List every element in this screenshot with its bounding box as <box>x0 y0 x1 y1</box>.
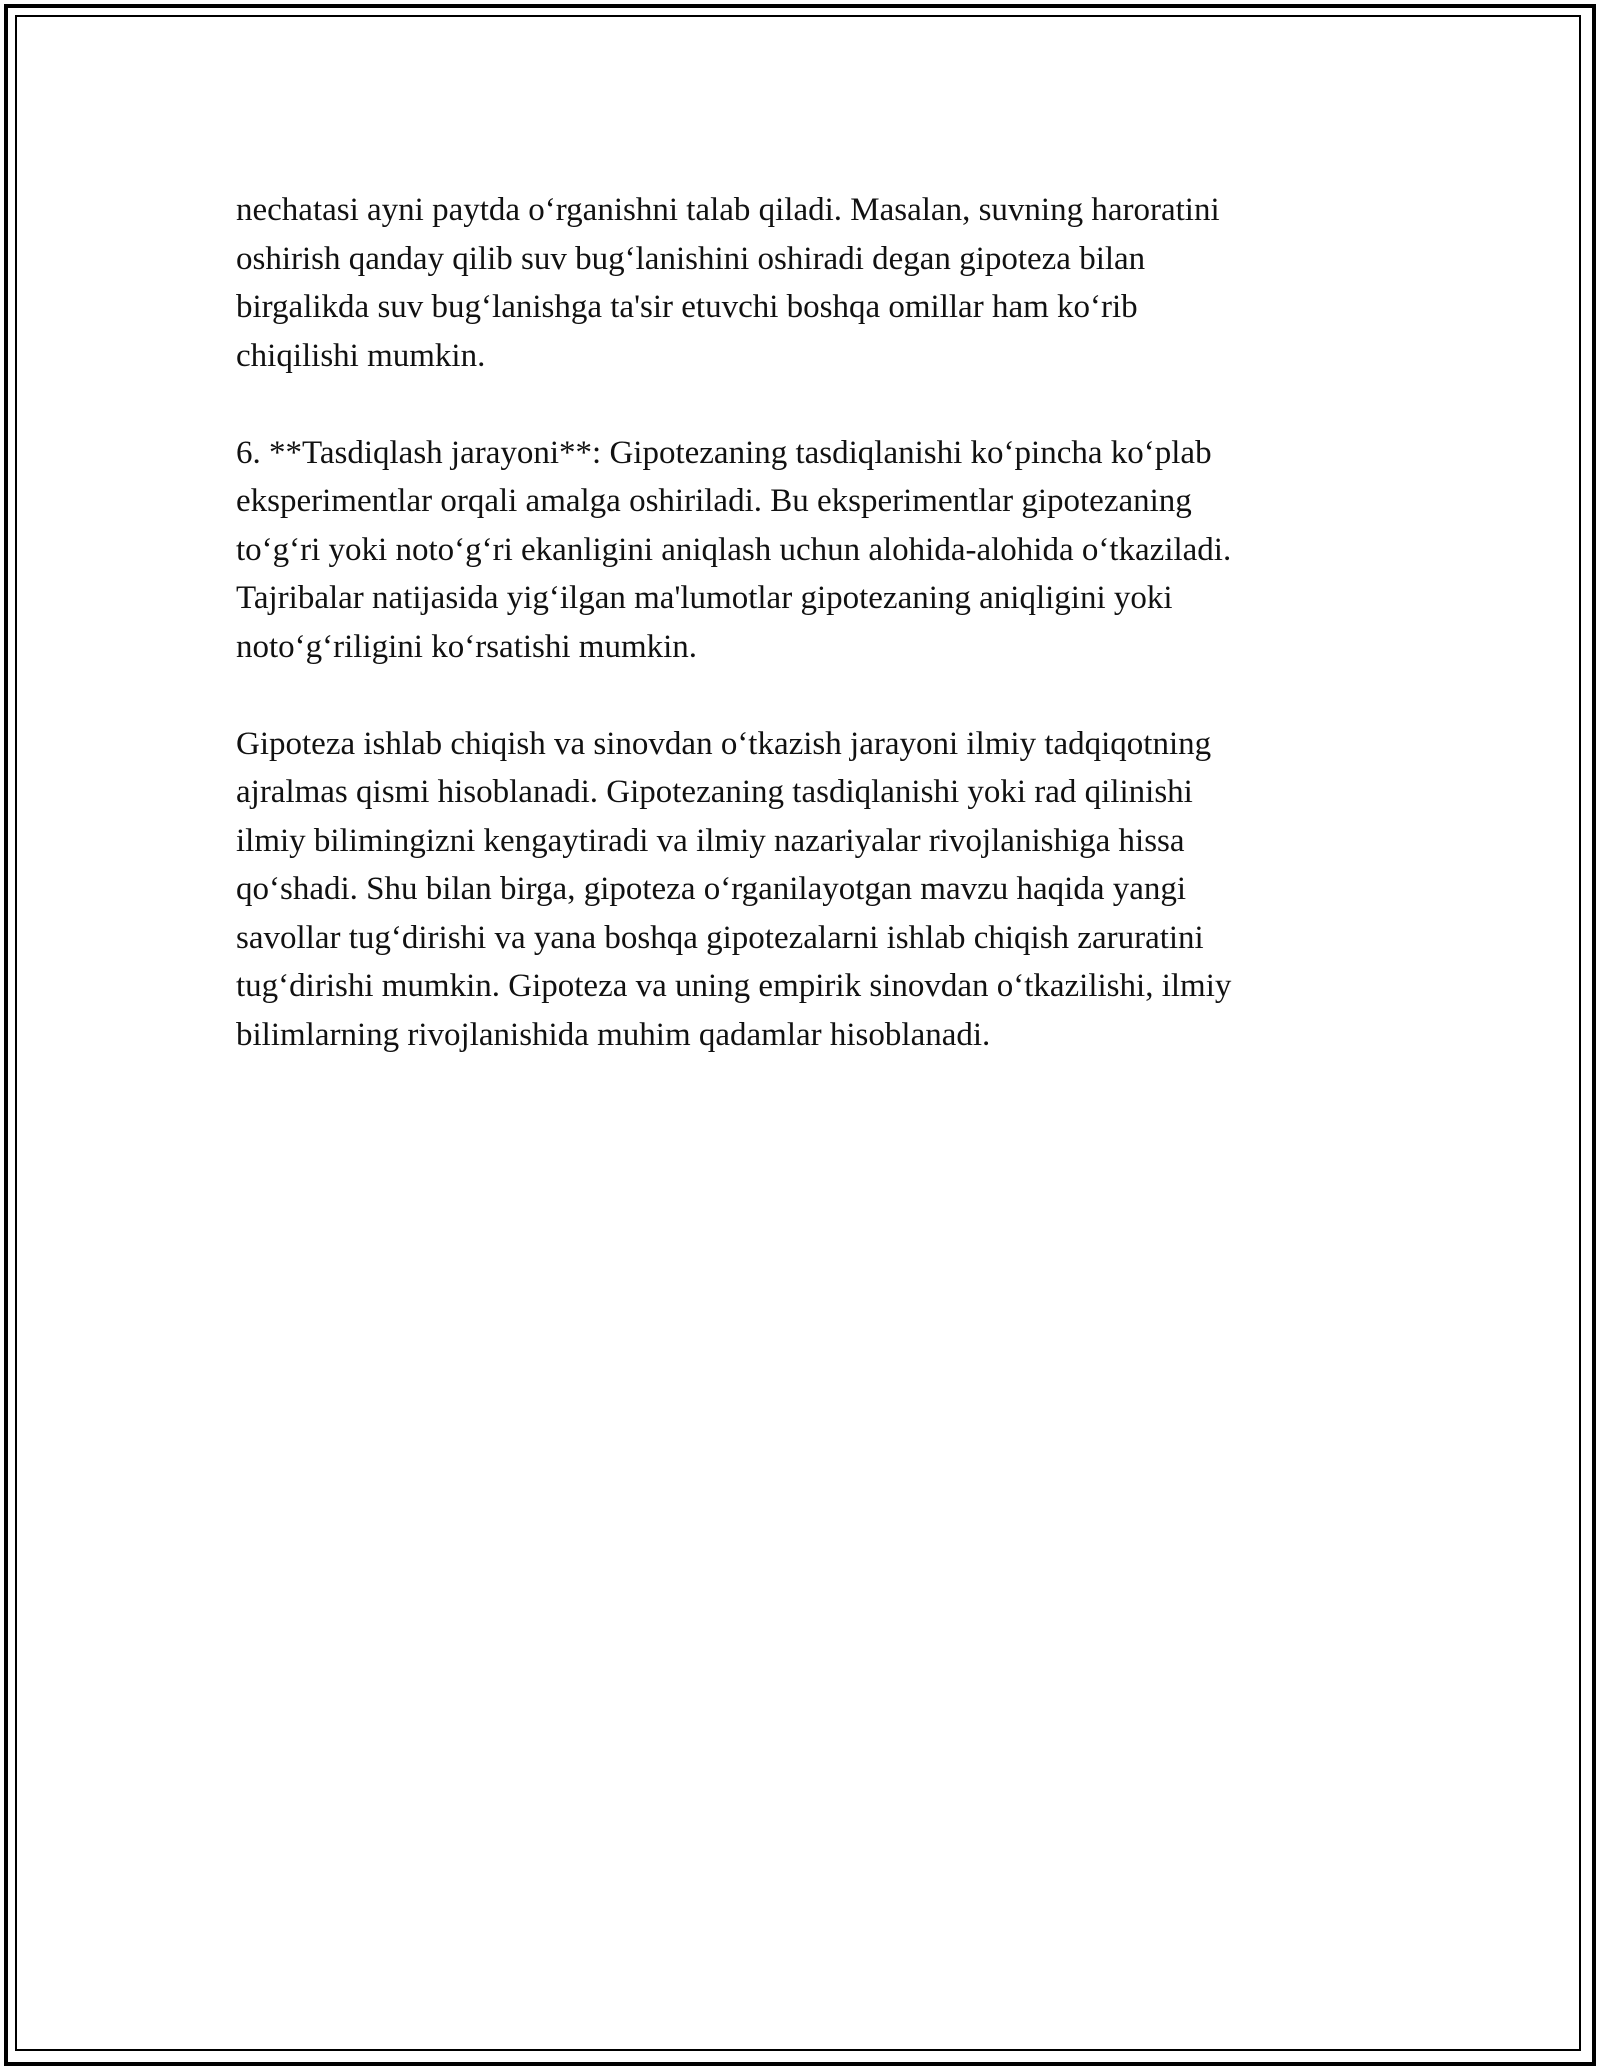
text-line: birgalikda suv bug‘lanishga ta'sir etuvchi boshqa omillar ham ko‘rib <box>236 289 1138 325</box>
text-line: noto‘g‘riligini ko‘rsatishi mumkin. <box>236 628 698 665</box>
text-line: 6. **Tasdiqlash jarayoni**: Gipotezaning tasdiqlanishi ko‘pincha ko‘plab <box>236 434 1212 471</box>
document-body <box>236 186 1396 1108</box>
text-line: nechatasi ayni paytda o‘rganishni talab qiladi. Masalan, suvning haroratini <box>236 192 1220 228</box>
paragraph-water-evaporation-example <box>236 186 1396 380</box>
text-line: eksperimentlar orqali amalga oshiriladi. Bu eksperimentlar gipotezaning <box>236 483 1192 519</box>
text-line: Gipoteza ishlab chiqish va sinovdan o‘tkazish jarayoni ilmiy tadqiqotning <box>236 725 1212 762</box>
text-line: savollar tug‘dirishi va yana boshqa gipotezalarni ishlab chiqish zaruratini <box>236 919 1204 956</box>
paragraph-confirmation-process <box>236 429 1396 672</box>
text-line: chiqilishi mumkin. <box>236 337 486 374</box>
text-line: oshirish qanday qilib suv bug‘lanishini oshiradi degan gipoteza bilan <box>236 240 1146 277</box>
paragraph-conclusion <box>236 720 1396 1060</box>
text-line: bilimlarning rivojlanishida muhim qadamlar hisoblanadi. <box>236 1016 991 1053</box>
text-line: tug‘dirishi mumkin. Gipoteza va uning empirik sinovdan o‘tkazilishi, ilmiy <box>236 968 1232 1004</box>
text-line: to‘g‘ri yoki noto‘g‘ri ekanligini aniqlash uchun alohida-alohida o‘tkaziladi. <box>236 531 1232 568</box>
text-line: ajralmas qismi hisoblanadi. Gipotezaning tasdiqlanishi yoki rad qilinishi <box>236 774 1193 810</box>
text-line: ilmiy bilimingizni kengaytiradi va ilmiy nazariyalar rivojlanishiga hissa <box>236 822 1185 859</box>
text-line: Tajribalar natijasida yig‘ilgan ma'lumotlar gipotezaning aniqligini yoki <box>236 580 1173 616</box>
text-line: qo‘shadi. Shu bilan birga, gipoteza o‘rganilayotgan mavzu haqida yangi <box>236 871 1187 907</box>
